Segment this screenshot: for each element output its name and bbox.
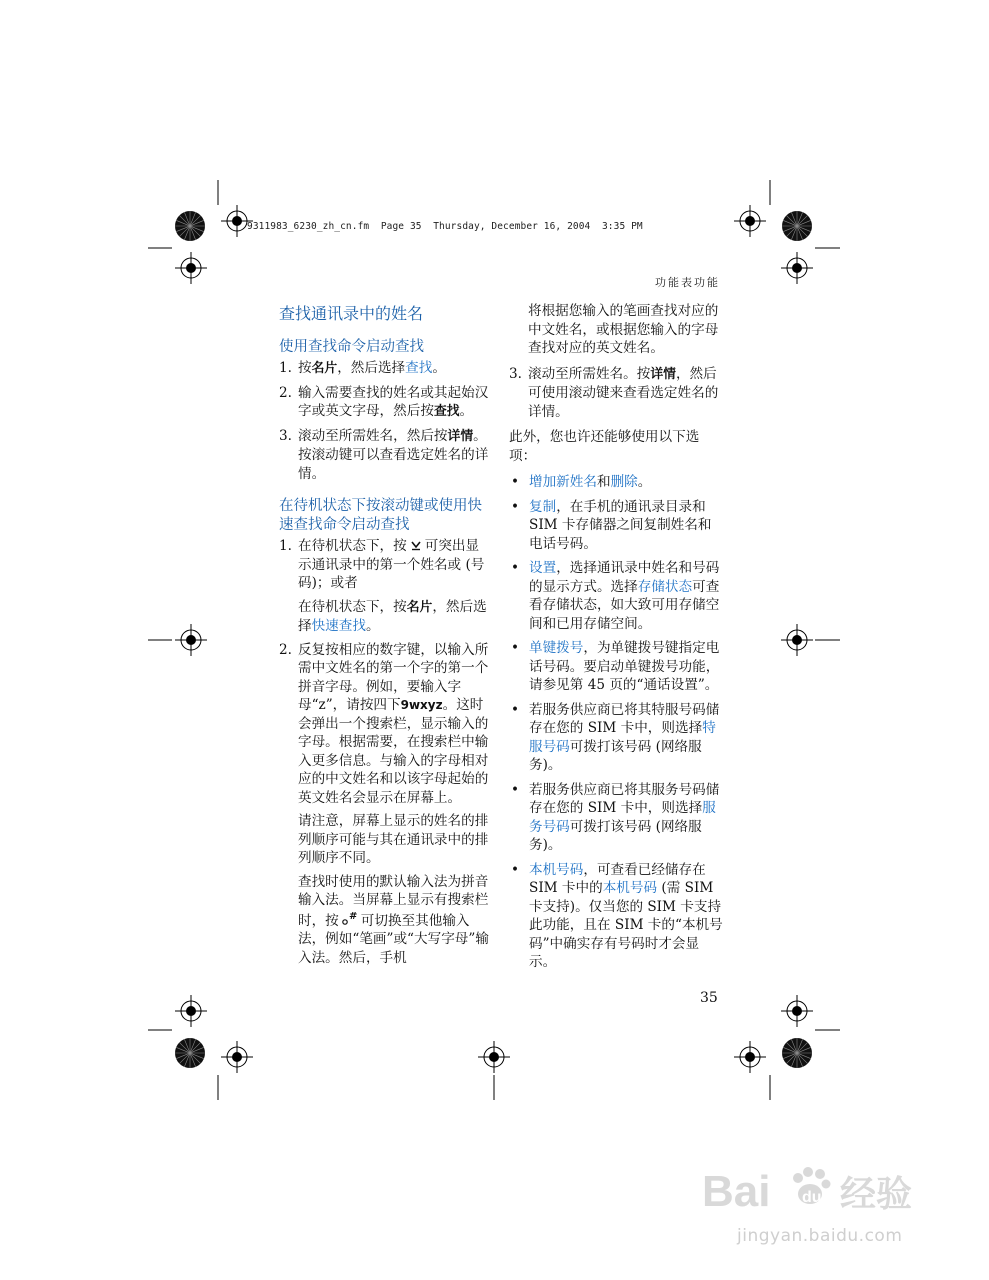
left-column xyxy=(279,302,491,972)
text: 。 xyxy=(432,360,446,376)
text: 在待机状态下，按 xyxy=(298,538,407,554)
watermark-brand-du: du xyxy=(802,1189,822,1206)
step-2 xyxy=(279,641,491,808)
text: ，在手机的通讯录目录和 SIM 卡存储器之间复制姓名和电话号码。 xyxy=(529,498,712,552)
step-number: 1. xyxy=(279,360,292,376)
watermark-brand-bai: Bai xyxy=(702,1167,771,1216)
text: 可查看存储状态，如大致可用存储空间和已用存储空间。 xyxy=(529,578,720,632)
keyword-search: 查找 xyxy=(433,404,460,419)
text: 。 xyxy=(459,403,474,419)
link-delete[interactable]: 删除 xyxy=(610,474,638,490)
subheading-search-command: 使用查找命令启动查找 xyxy=(279,339,424,355)
text: 输入需要查找的姓名或其起始汉字或英文字母，然后按 xyxy=(298,384,489,419)
step-number: 3. xyxy=(279,427,292,444)
text: 滚动至所需姓名。按 xyxy=(528,365,651,382)
text: 。这时会弹出一个搜索栏，显示输入的字母。根据需要，在搜索栏中输入更多信息。与输入的字母相对应的中文姓名和以该字母起始的英文姓名会显示在屏幕上。 xyxy=(298,697,489,806)
bullet-icon: • xyxy=(511,781,520,798)
list-item xyxy=(509,559,723,633)
page-number: 35 xyxy=(700,990,718,1006)
link-service-numbers[interactable]: 服务号码 xyxy=(529,800,716,835)
keyword-details: 详情 xyxy=(447,428,474,444)
step-number: 3. xyxy=(509,365,522,382)
link-settings[interactable]: 设置 xyxy=(529,560,557,576)
list-item xyxy=(509,861,723,972)
text: 滚动至所需姓名，然后按 xyxy=(298,427,448,444)
text: 按 xyxy=(298,360,312,376)
step-number: 2. xyxy=(279,641,292,658)
text: (需 SIM 卡支持)。仅当您的 SIM 卡支持此功能，且在 SIM 卡的“本机号码”中确实存有号码时才会显示。 xyxy=(529,880,723,970)
text: 。 xyxy=(365,618,380,634)
list-item xyxy=(509,781,723,855)
text: 查找时使用的默认输入法为拼音输入法。当屏幕上显示有搜索栏时，按 xyxy=(298,873,489,929)
link-quick-search[interactable]: 快速查找 xyxy=(311,618,366,634)
bullet-icon: • xyxy=(511,560,520,576)
link-copy[interactable]: 复制 xyxy=(529,498,557,515)
subheading-standby-search: 在待机状态下按滚动键或使用快速查找命令启动查找 xyxy=(279,498,482,533)
list-item xyxy=(509,639,723,695)
text: 若服务供应商已将其服务号码储存在您的 SIM 卡中，则选择 xyxy=(529,781,720,816)
text: 反复按相应的数字键，以输入所需中文姓名的第一个字的第一个拼音字母。例如，要输入字母“z”，请按四下 xyxy=(298,641,489,713)
text: 。按滚动键可以查看选定姓名的详情。 xyxy=(298,427,489,482)
bullet-icon: • xyxy=(511,498,520,515)
step-number: 2. xyxy=(279,384,292,401)
list-item xyxy=(509,473,723,492)
link-search[interactable]: 查找 xyxy=(405,360,433,376)
link-my-numbers-2[interactable]: 本机号码 xyxy=(602,880,658,896)
link-info-numbers[interactable]: 特服号码 xyxy=(529,720,716,755)
text: 和 xyxy=(596,474,611,490)
step-2 xyxy=(279,384,491,422)
text: 可拨打该号码 (网络服务)。 xyxy=(529,818,702,853)
bullet-icon: • xyxy=(511,474,520,490)
text: 可切换至其他输入法，例如“笔画”或“大写字母”输入法。然后，手机 xyxy=(298,912,489,966)
link-add-new-name[interactable]: 增加新姓名 xyxy=(529,474,597,490)
text: ，为单键拨号键指定电话号码。要启动单键拨号功能，请参见第 45 页的“通话设置”。 xyxy=(529,640,720,693)
text: ，选择通讯录中姓名和号码的显示方式。选择 xyxy=(529,560,720,595)
bullet-icon: • xyxy=(511,640,520,656)
text: ，然后选择 xyxy=(337,360,406,376)
watermark-url: jingyan.baidu.com xyxy=(737,1226,903,1246)
note-input-method xyxy=(279,873,491,968)
right-column xyxy=(509,302,723,978)
step-3 xyxy=(279,427,491,484)
bullet-icon: • xyxy=(511,701,520,718)
scroll-down-key-icon xyxy=(409,539,423,551)
keyword-contacts: 名片 xyxy=(406,599,433,615)
text: 可拨打该号码 (网络服务)。 xyxy=(529,738,702,773)
hash-key-icon xyxy=(341,910,359,926)
bullet-icon: • xyxy=(511,861,520,878)
link-memory-status[interactable]: 存储状态 xyxy=(637,578,693,595)
keyword-details: 详情 xyxy=(650,366,676,382)
svg-text:#: # xyxy=(348,910,358,922)
key-9-icon: 9wxyz xyxy=(400,698,443,712)
text: ，然后可使用滚动键来查看选定姓名的详情。 xyxy=(528,365,719,420)
baidu-watermark-logo xyxy=(700,1160,930,1220)
text: ，然后选择 xyxy=(298,598,487,634)
text: 若服务供应商已将其特服号码储存在您的 SIM 卡中，则选择 xyxy=(529,701,720,736)
running-head: 功能表功能 xyxy=(655,276,720,289)
text: ，可查看已经储存在 SIM 卡中的 xyxy=(529,861,706,896)
link-my-numbers[interactable]: 本机号码 xyxy=(529,861,584,878)
step-1-alternative xyxy=(279,598,491,636)
step-3 xyxy=(509,365,723,422)
text: 。 xyxy=(637,474,652,490)
watermark-brand-jingyan: 经验 xyxy=(840,1174,913,1215)
keyword-contacts: 名片 xyxy=(311,361,338,376)
step-1 xyxy=(279,359,491,379)
continued-text: 将根据您输入的笔画查找对应的中文姓名，或根据您输入的字母查找对应的英文姓名。 xyxy=(528,303,719,356)
text: 在待机状态下，按 xyxy=(298,598,407,615)
print-header: 9311983_6230_zh_cn.fm Page 35 Thursday, December 16, 2004 3:35 PM xyxy=(247,221,643,232)
link-speed-dial[interactable]: 单键拨号 xyxy=(529,640,584,656)
step-number: 1. xyxy=(279,538,292,554)
list-item xyxy=(509,498,723,554)
options-intro: 此外，您也许还能够使用以下选项： xyxy=(509,429,700,464)
text: 可突出显示通讯录中的第一个姓名或 (号码)；或者 xyxy=(298,538,485,591)
note-sort-order: 请注意，屏幕上显示的姓名的排列顺序可能与其在通讯录中的排列顺序不同。 xyxy=(298,813,489,866)
step-1 xyxy=(279,537,491,593)
list-item xyxy=(509,701,723,775)
section-title: 查找通讯录中的姓名 xyxy=(279,304,424,323)
